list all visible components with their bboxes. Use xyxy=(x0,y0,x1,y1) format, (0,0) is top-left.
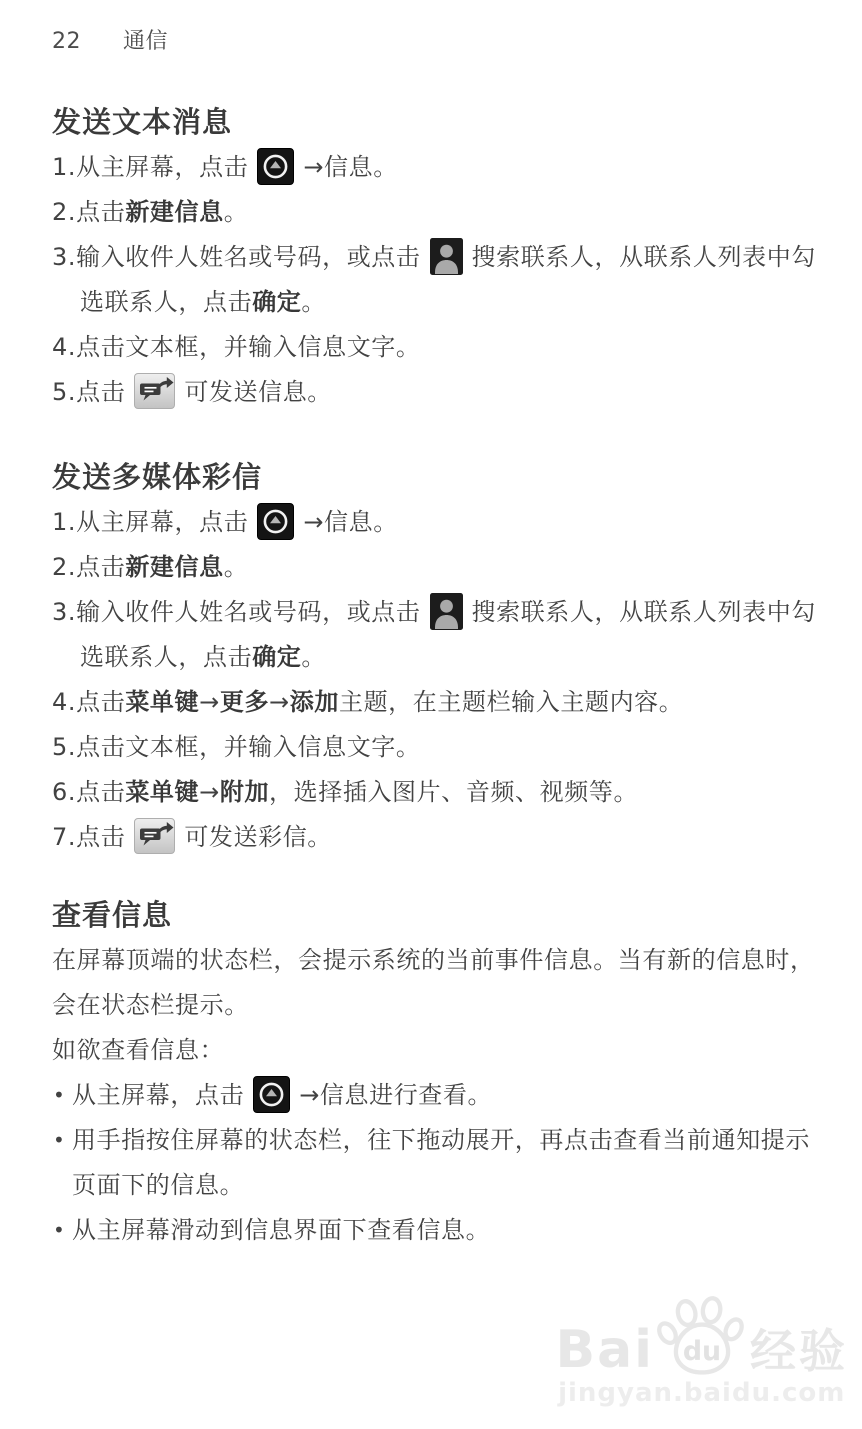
step-text: 4.点击文本框，并输入信息文字。 xyxy=(52,333,421,361)
step-text: 3.输入收件人姓名或号码，或点击 xyxy=(52,243,421,271)
step-text: 选联系人，点击 xyxy=(80,288,253,316)
mms-step-6 xyxy=(52,770,822,815)
baidu-paw-icon xyxy=(656,1296,748,1378)
section-send-mms xyxy=(52,455,822,860)
watermark-brand-row xyxy=(555,1296,848,1381)
mms-step-7 xyxy=(52,815,822,860)
step-text: 搜索联系人，从联系人列表中勾 xyxy=(471,243,816,271)
step-text: 可发送彩信。 xyxy=(184,823,332,851)
step-text: 7.点击 xyxy=(52,823,126,851)
step-bold-text: 菜单键 xyxy=(125,688,200,716)
step-text: 5.点击文本框，并输入信息文字。 xyxy=(52,733,421,761)
step-text: 主题，在主题栏输入主题内容。 xyxy=(338,688,684,716)
mms-step-3-line-1 xyxy=(52,590,822,635)
step-text: →信息。 xyxy=(303,508,398,536)
view-bullet-3 xyxy=(52,1208,822,1253)
step-text: 。 xyxy=(301,643,327,671)
arrow-text: → xyxy=(269,688,290,716)
section-heading: 查看信息 xyxy=(52,898,173,932)
apps-launcher-icon xyxy=(257,148,294,185)
view-bullet-1 xyxy=(52,1073,822,1118)
chapter-title: 通信 xyxy=(123,29,169,54)
step-text: 用手指按住屏幕的状态栏，往下拖动展开，再点击查看当前通知提示 xyxy=(72,1126,810,1154)
step-text: 可发送信息。 xyxy=(184,378,332,406)
step-text: 从主屏幕，点击 xyxy=(72,1081,245,1109)
step-text: 2.点击 xyxy=(52,553,126,581)
step-text: 。 xyxy=(223,198,249,226)
contact-search-icon xyxy=(430,238,463,275)
mms-step-1 xyxy=(52,500,822,545)
step-text: 6.点击 xyxy=(52,778,126,806)
step-text: →信息。 xyxy=(303,153,398,181)
watermark-jingyan-text: 经验 xyxy=(750,1324,848,1378)
step-text: 搜索联系人，从联系人列表中勾 xyxy=(471,598,816,626)
paragraph-line-1: 在屏幕顶端的状态栏，会提示系统的当前事件信息。当有新的信息时， xyxy=(52,946,815,974)
step-bold-text: 新建信息 xyxy=(125,553,224,581)
apps-launcher-icon xyxy=(253,1076,290,1113)
send-message-icon xyxy=(134,818,175,854)
arrow-text: → xyxy=(199,688,220,716)
step-bold-text: 新建信息 xyxy=(125,198,224,226)
sms-step-2 xyxy=(52,190,822,235)
step-text: 5.点击 xyxy=(52,378,126,406)
step-text: →信息进行查看。 xyxy=(299,1081,493,1109)
step-text: 2.点击 xyxy=(52,198,126,226)
intro-line: 如欲查看信息： xyxy=(52,1036,225,1064)
sms-step-4 xyxy=(52,325,822,370)
view-bullet-2-line-1 xyxy=(52,1118,822,1163)
step-text: 。 xyxy=(223,553,249,581)
step-bold-text: 确定 xyxy=(252,288,302,316)
mms-step-3-line-2 xyxy=(52,635,822,680)
paragraph-line-2: 会在状态栏提示。 xyxy=(52,991,249,1019)
step-text: 1.从主屏幕，点击 xyxy=(52,153,249,181)
step-bold-text: 确定 xyxy=(252,643,302,671)
mms-step-5 xyxy=(52,725,822,770)
section-heading: 发送文本消息 xyxy=(52,105,233,139)
baidu-jingyan-watermark xyxy=(555,1296,848,1408)
watermark-bai-text: Bai xyxy=(555,1320,654,1381)
watermark-du-text: du xyxy=(682,1336,722,1367)
mms-step-2 xyxy=(52,545,822,590)
step-bold-text: 菜单键 xyxy=(125,778,200,806)
step-text: 页面下的信息。 xyxy=(72,1171,245,1199)
step-text: ，选择插入图片、音频、视频等。 xyxy=(269,778,639,806)
step-text: 4.点击 xyxy=(52,688,126,716)
page-header xyxy=(52,30,822,54)
watermark-url: jingyan.baidu.com xyxy=(558,1378,846,1408)
step-text: 选联系人，点击 xyxy=(80,643,253,671)
step-bold-text: 添加 xyxy=(289,688,339,716)
sms-step-1 xyxy=(52,145,822,190)
sms-step-5 xyxy=(52,370,822,415)
section-heading: 发送多媒体彩信 xyxy=(52,460,263,494)
sms-step-3-line-1 xyxy=(52,235,822,280)
section-send-sms xyxy=(52,100,822,415)
mms-step-4 xyxy=(52,680,822,725)
arrow-text: → xyxy=(199,778,220,806)
contact-search-icon xyxy=(430,593,463,630)
send-message-icon xyxy=(134,373,175,409)
sms-step-3-line-2 xyxy=(52,280,822,325)
step-text: 3.输入收件人姓名或号码，或点击 xyxy=(52,598,421,626)
step-bold-text: 更多 xyxy=(219,688,270,716)
view-bullet-2-line-2 xyxy=(52,1163,822,1208)
page-number: 22 xyxy=(52,29,81,54)
apps-launcher-icon xyxy=(257,503,294,540)
step-text: 从主屏幕滑动到信息界面下查看信息。 xyxy=(72,1216,491,1244)
step-text: 1.从主屏幕，点击 xyxy=(52,508,249,536)
section-view-messages xyxy=(52,893,822,1253)
step-bold-text: 附加 xyxy=(219,778,270,806)
step-text: 。 xyxy=(301,288,327,316)
